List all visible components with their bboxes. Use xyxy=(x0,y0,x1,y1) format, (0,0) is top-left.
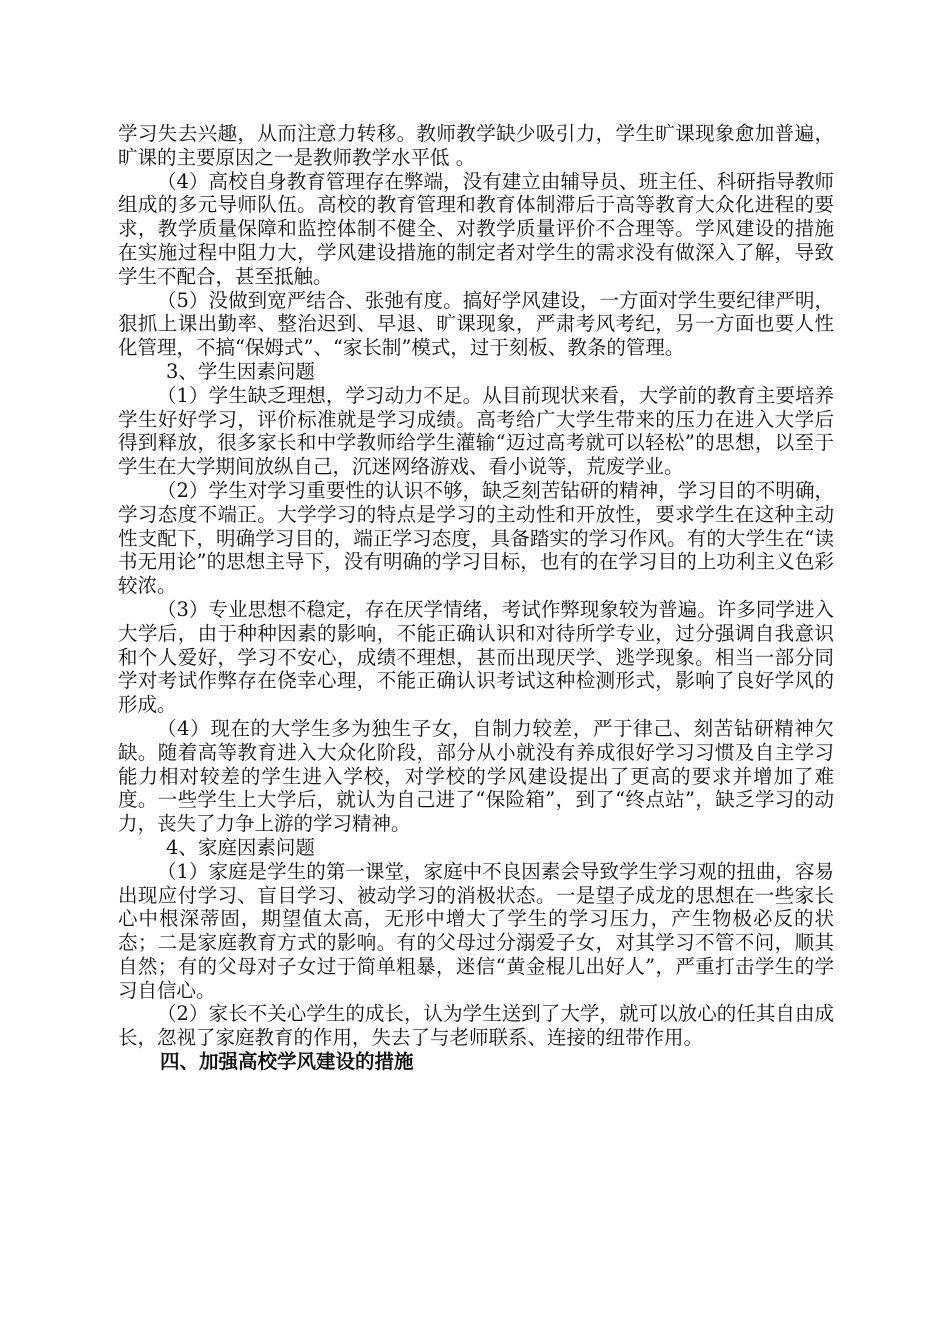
paragraph-strict-lenient: （5）没做到宽严结合、张弛有度。搞好学风建设，一方面对学生要纪律严明，狠抓上课出勤率、整治迟到、早退、旷课现象，严肃考风考纪，另一方面也要人性化管理，不搞“保姆式”、“家长制”模式，过于刻板、教条的管理。 xyxy=(118,288,834,360)
section-heading-family-factors: 4、家庭因素问题 xyxy=(166,835,315,859)
paragraph-only-children: （4）现在的大学生多为独生子女，自制力较差，严于律己、刻苦钻研精神欠缺。随着高等教育进入大众化阶段，部分从小就没有养成很好学习习惯及自主学习能力相对较差的学生进入学校，对学校的学风建设提出了更高的要求并增加了难度。一些学生上大学后，就认为自己进了“保险箱”，到了“终点站”，缺乏学习的动力，丧失了力争上游的学习精神。 xyxy=(118,716,834,836)
paragraph-family-classroom: （1）家庭是学生的第一课堂，家庭中不良因素会导致学生学习观的扭曲，容易出现应付学习、盲目学习、被动学习的消极状态。一是望子成龙的思想在一些家长心中根深蒂固，期望值太高，无形中增大了学生的学习压力，产生物极必反的状态；二是家庭教育方式的影响。有的父母过分溺爱子女，对其学习不管不问，顺其自然；有的父母对子女过于简单粗暴，迷信“黄金棍儿出好人”，严重打击学生的学习自信心。 xyxy=(118,859,834,1002)
paragraph-lack-of-ideals: （1）学生缺乏理想，学习动力不足。从目前现状来看，大学前的教育主要培养学生好好学习，评价标准就是学习成绩。高考给广大学生带来的压力在进入大学后得到释放，很多家长和中学教师给学生灌输“迈过高考就可以轻松”的思想，以至于学生在大学期间放纵自己，沉迷网络游戏、看小说等，荒废学业。 xyxy=(118,383,834,479)
section-heading-student-factors: 3、学生因素问题 xyxy=(166,359,315,383)
paragraph-parents-neglect: （2）家长不关心学生的成长，认为学生送到了大学，就可以放心的任其自由成长，忽视了家庭教育的作用，失去了与老师联系、连接的纽带作用。 xyxy=(118,1002,834,1050)
paragraph-learning-importance: （2）学生对学习重要性的认识不够，缺乏刻苦钻研的精神，学习目的不明确，学习态度不端正。大学学习的特点是学习的主动性和开放性，要求学生在这种主动性支配下，明确学习目的，端正学习态度，具备踏实的学习作风。有的大学生在“读书无用论”的思想主导下，没有明确的学习目标，也有的在学习目的上功利主义色彩较浓。 xyxy=(118,478,834,598)
paragraph-management-drawbacks: （4）高校自身教育管理存在弊端，没有建立由辅导员、班主任、科研指导教师组成的多元导师队伍。高校的教育管理和教育体制滞后于高等教育大众化进程的要求，教学质量保障和监控体制不健全、对教学质量评价不合理等。学风建设的措施在实施过程中阻力大，学风建设措施的制定者对学生的需求没有做深入了解，导致学生不配合，甚至抵触。 xyxy=(118,169,834,288)
document-page xyxy=(118,122,834,1074)
chapter-heading-measures: 四、加强高校学风建设的措施 xyxy=(160,1050,414,1074)
paragraph-continued: 学习失去兴趣，从而注意力转移。教师教学缺少吸引力，学生旷课现象愈加普遍，旷课的主要原因之一是教师教学水平低 。 xyxy=(118,122,834,169)
paragraph-unstable-major: （3）专业思想不稳定，存在厌学情绪，考试作弊现象较为普遍。许多同学进入大学后，由于种种因素的影响，不能正确认识和对待所学专业，过分强调自我意识和个人爱好，学习不安心，成绩不理想，甚而出现厌学、逃学现象。相当一部分同学对考试作弊存在侥幸心理，不能正确认识考试这种检测形式，影响了良好学风的形成。 xyxy=(118,597,834,717)
